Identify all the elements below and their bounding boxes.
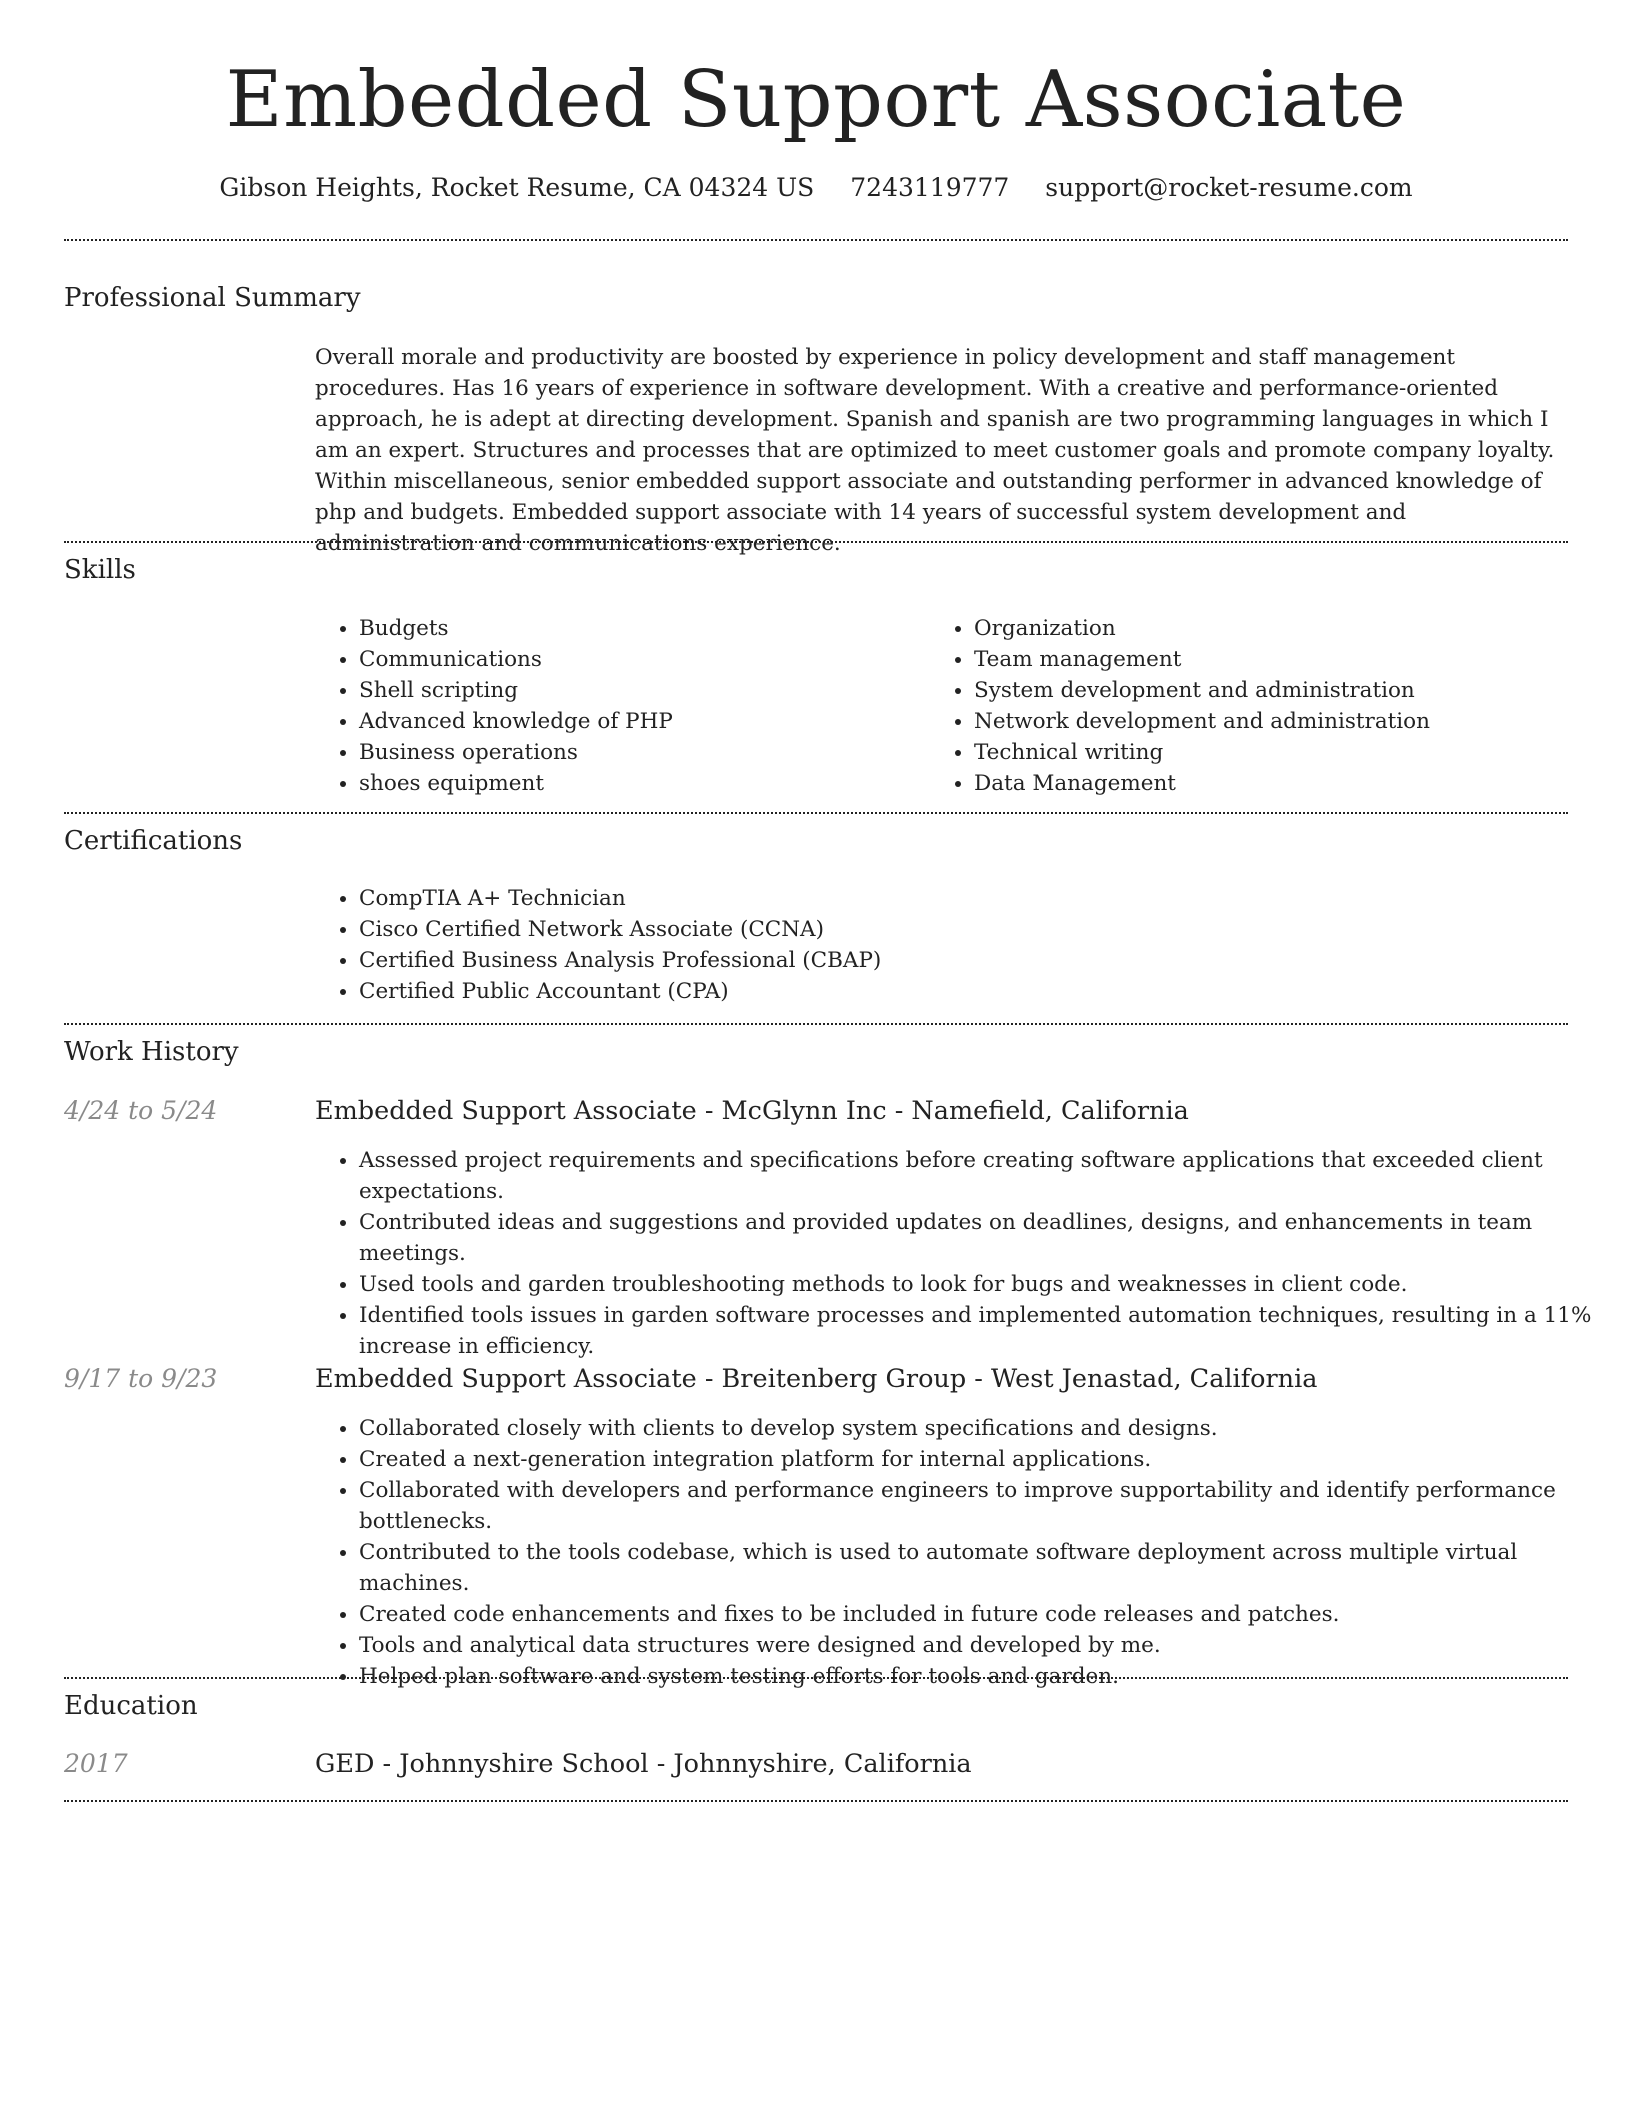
section-title-education: Education	[64, 1691, 198, 1721]
list-item: • shoes equipment	[359, 768, 919, 799]
list-item: • Certified Business Analysis Professional (CBAP)	[359, 945, 1559, 976]
section-title-work-history: Work History	[64, 1037, 239, 1067]
list-item: • Assessed project requirements and specifications before creating software applications that exceeded client expectations.	[359, 1145, 1612, 1207]
job-heading: Embedded Support Associate - McGlynn Inc - Namefield, California	[315, 1096, 1189, 1126]
list-item: • Technical writing	[974, 737, 1594, 768]
list-item: • Team management	[974, 644, 1594, 675]
list-item: • System development and administration	[974, 675, 1594, 706]
job-heading: Embedded Support Associate - Breitenberg Group - West Jenastad, California	[315, 1364, 1318, 1394]
contact-email: support@rocket-resume.com	[1045, 173, 1413, 202]
divider	[64, 239, 1568, 241]
list-item: • Organization	[974, 613, 1594, 644]
contact-phone: 7243119777	[850, 173, 1010, 202]
education-year: 2017	[64, 1749, 128, 1778]
list-item: • Cisco Certified Network Associate (CCNA)	[359, 914, 1559, 945]
contact-line	[0, 170, 1632, 206]
list-item: • Identified tools issues in garden software processes and implemented automation techniques, resulting in a 11% increase in efficiency.	[359, 1300, 1612, 1362]
section-title-certifications: Certifications	[64, 826, 243, 856]
list-item: • Tools and analytical data structures were designed and developed by me.	[359, 1630, 1612, 1661]
divider	[64, 1677, 1568, 1679]
list-item: • Advanced knowledge of PHP	[359, 706, 919, 737]
list-item: • Created a next-generation integration platform for internal applications.	[359, 1444, 1612, 1475]
job-bullets	[315, 1413, 1612, 1692]
list-item: • Contributed to the tools codebase, which is used to automate software deployment across multiple virtual machines.	[359, 1537, 1612, 1599]
list-item: • Helped plan software and system testing efforts for tools and garden.	[359, 1661, 1612, 1692]
skills-list-left	[315, 613, 919, 799]
list-item: • Communications	[359, 644, 919, 675]
divider	[64, 812, 1568, 814]
list-item: • Used tools and garden troubleshooting methods to look for bugs and weaknesses in client code.	[359, 1269, 1612, 1300]
job-dates: 9/17 to 9/23	[64, 1364, 218, 1393]
list-item: • Collaborated with developers and performance engineers to improve supportability and identify performance bottlenecks.	[359, 1475, 1612, 1537]
list-item: • Budgets	[359, 613, 919, 644]
section-title-skills: Skills	[64, 555, 136, 585]
list-item: • Contributed ideas and suggestions and provided updates on deadlines, designs, and enhancements in team meetings.	[359, 1207, 1612, 1269]
summary-text: Overall morale and productivity are boosted by experience in policy development and staff management procedures. Has 16 years of experience in software development. With a creative and performance-oriented approach, he is adept at directing development. Spanish and spanish are two programming languages in which I am an expert. Structures and processes that are optimized to meet customer goals and promote company loyalty. Within miscellaneous, senior embedded support associate and outstanding performer in advanced knowledge of php and budgets. Embedded support associate with 14 years of successful system development and administration and communications experience.	[315, 345, 1555, 556]
list-item: • Business operations	[359, 737, 919, 768]
certifications-list	[315, 883, 1559, 1007]
divider	[64, 1800, 1568, 1802]
job-bullets	[315, 1145, 1612, 1362]
list-item: • Data Management	[974, 768, 1594, 799]
candidate-name: Embedded Support Associate	[225, 55, 1407, 145]
list-item: • Certified Public Accountant (CPA)	[359, 976, 1559, 1007]
list-item: • Created code enhancements and fixes to be included in future code releases and patches.	[359, 1599, 1612, 1630]
education-heading: GED - Johnnyshire School - Johnnyshire, California	[315, 1749, 972, 1779]
list-item: • Network development and administration	[974, 706, 1594, 737]
divider	[64, 1023, 1568, 1025]
contact-address: Gibson Heights, Rocket Resume, CA 04324 US	[219, 173, 815, 202]
list-item: • Shell scripting	[359, 675, 919, 706]
skills-list-right	[930, 613, 1594, 799]
list-item: • CompTIA A+ Technician	[359, 883, 1559, 914]
section-title-summary: Professional Summary	[64, 283, 361, 313]
job-dates: 4/24 to 5/24	[64, 1096, 218, 1125]
divider	[64, 541, 1568, 543]
list-item: • Collaborated closely with clients to develop system specifications and designs.	[359, 1413, 1612, 1444]
